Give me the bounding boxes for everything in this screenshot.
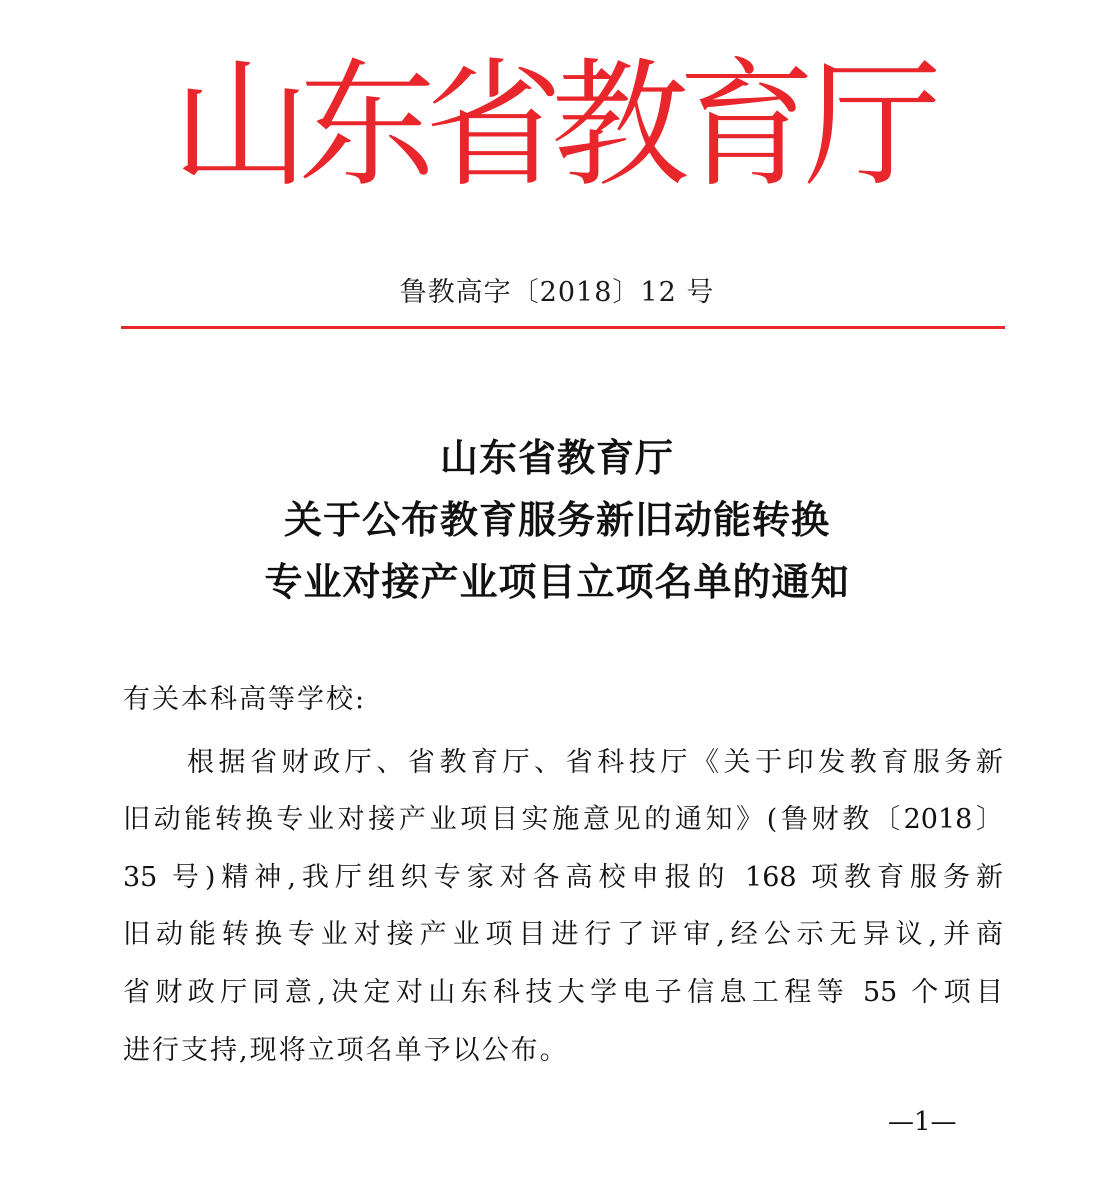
notice-title-line-3: 专业对接产业项目立项名单的通知 — [264, 560, 850, 604]
masthead — [0, 38, 1114, 198]
masthead-title: 山东省教育厅 — [172, 45, 942, 198]
body-line-4: 旧动能转换专业对接产业项目进行了评审,经公示无异议,并商 — [123, 919, 1003, 950]
page-number: —1— — [888, 1107, 957, 1137]
salutation: 有关本科高等学校: — [123, 684, 367, 715]
body-line-3: 35 号)精神,我厅组织专家对各高校申报的 168 项教育服务新 — [123, 862, 1003, 893]
red-divider-rule — [121, 326, 1005, 329]
notice-title-line-2: 关于公布教育服务新旧动能转换 — [283, 498, 830, 542]
body-line-1: 根据省财政厅、省教育厅、省科技厅《关于印发教育服务新 — [187, 747, 1003, 778]
masthead-title-svg — [0, 38, 1114, 198]
notice-title-line-1: 山东省教育厅 — [439, 436, 674, 480]
body-line-6: 进行支持,现将立项名单予以公布。 — [123, 1035, 569, 1066]
body-line-2: 旧动能转换专业对接产业项目实施意见的通知》(鲁财教〔2018〕 — [123, 804, 1003, 835]
body-line-5: 省财政厅同意,决定对山东科技大学电子信息工程等 55 个项目 — [123, 977, 1003, 1008]
document-number: 鲁教高字〔2018〕12 号 — [399, 277, 715, 308]
